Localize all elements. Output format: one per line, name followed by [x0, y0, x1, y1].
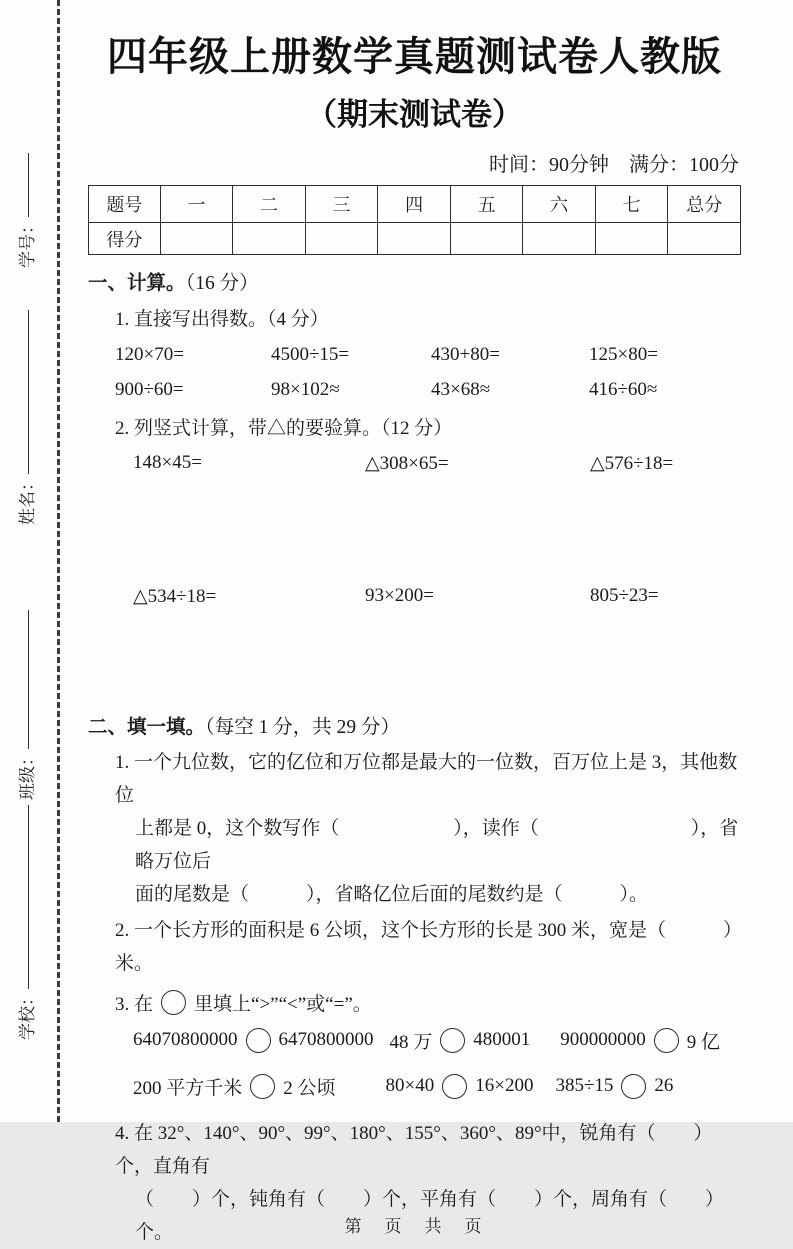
- class-field: [17, 610, 39, 800]
- score-header-cell: 一: [160, 186, 233, 223]
- score-header-cell: 题号: [89, 186, 161, 223]
- equation: 125×80=: [589, 344, 658, 365]
- section2-title-points: （每空 1 分，共 29 分）: [205, 717, 401, 738]
- question3-title-pre: 3. 在: [115, 993, 154, 1015]
- comparison-item: [133, 1028, 374, 1053]
- vertical-calc-row-1: [133, 452, 741, 475]
- equation: 148×45=: [133, 452, 202, 473]
- section1-item2-title: 2. 列竖式计算，带△的要验算。（12 分）: [115, 418, 453, 439]
- section1-title-bold: 一、计算。: [88, 273, 186, 294]
- equation: 805÷23=: [590, 585, 659, 606]
- cut-dashed-line: [57, 0, 60, 1122]
- score-empty-cell: [378, 223, 451, 255]
- score-empty-cell: [668, 223, 741, 255]
- equation: △576÷18=: [590, 453, 674, 474]
- comparison-right: 2 公顷: [283, 1077, 336, 1099]
- score-table-score-row: [89, 223, 741, 255]
- equation: △308×65=: [365, 453, 449, 474]
- question2-line: 2. 一个长方形的面积是 6 公顷，这个长方形的长是 300 米，宽是（ ）米。: [115, 920, 733, 974]
- score-header-cell: 三: [305, 186, 378, 223]
- comparison-left: 900000000: [560, 1029, 646, 1050]
- compare-circle-icon: [654, 1028, 679, 1053]
- paper-title: 四年级上册数学真题测试卷人教版: [107, 35, 722, 79]
- comparison-item: [386, 1074, 534, 1099]
- question1-line-1: 1. 一个九位数，它的亿位和万位都是最大的一位数，百万位上是 3，其他数位: [115, 752, 738, 806]
- score-table-header-row: [89, 186, 741, 223]
- question4-line-2: （ ）个，钝角有（ ）个，平角有（ ）个，周角有（ ）个。: [135, 1189, 725, 1243]
- score-empty-cell: [595, 223, 668, 255]
- student-id-blank-line: [27, 153, 29, 217]
- score-header-cell: 七: [595, 186, 668, 223]
- score-header-cell: 五: [450, 186, 523, 223]
- section1-title-points: （16 分）: [185, 273, 259, 294]
- comparison-left: 385÷15: [555, 1075, 614, 1096]
- score-empty-cell: [233, 223, 306, 255]
- comparison-left: 200 平方千米: [133, 1077, 243, 1099]
- compare-circle-icon: [161, 990, 186, 1015]
- score-empty-cell: [305, 223, 378, 255]
- student-id-label: 学号：: [18, 217, 37, 268]
- vertical-calc-row-2: [133, 585, 741, 608]
- comparison-right: 6470800000: [278, 1029, 374, 1050]
- section1-title: [88, 267, 741, 295]
- question3-title: [115, 984, 741, 1020]
- comparison-right: 9 亿: [686, 1031, 721, 1053]
- student-id-field: [17, 153, 39, 268]
- comparison-right: 16×200: [475, 1075, 534, 1096]
- direct-calc-row-1: [115, 344, 741, 366]
- score-header-cell: 四: [378, 186, 451, 223]
- school-label: 学校：: [18, 989, 37, 1040]
- paper-subtitle: （期末测试卷）: [306, 97, 523, 132]
- comparison-item: [390, 1027, 531, 1054]
- comparison-left: 48 万: [389, 1031, 433, 1053]
- comparison-right: 26: [654, 1075, 674, 1096]
- student-name-blank-line: [27, 310, 29, 474]
- score-empty-cell: [160, 223, 233, 255]
- equation: 93×200=: [365, 585, 434, 606]
- equation: 416÷60≈: [589, 379, 658, 400]
- score-table: [88, 185, 741, 255]
- score-empty-cell: [523, 223, 596, 255]
- score-header-cell: 二: [233, 186, 306, 223]
- comparison-left: 64070800000: [133, 1029, 238, 1050]
- section2-title-bold: 二、填一填。: [88, 717, 206, 738]
- comparison-row-2: [133, 1068, 741, 1104]
- compare-circle-icon: [621, 1074, 646, 1099]
- score-row-label: 得分: [89, 223, 161, 255]
- page-footer: 第 页 共 页: [344, 1217, 485, 1236]
- compare-circle-icon: [440, 1028, 465, 1053]
- school-blank-line: [27, 805, 29, 989]
- question1-line-3: 面的尾数是（ ），省略亿位后面的尾数约是（ ）。: [135, 884, 649, 905]
- compare-circle-icon: [442, 1074, 467, 1099]
- direct-calc-row-2: [115, 379, 741, 401]
- school-field: [17, 805, 39, 1040]
- class-blank-line: [27, 610, 29, 749]
- student-name-field: [17, 310, 39, 525]
- question1-line-2: 上都是 0，这个数写作（ ），读作（ ），省略万位后: [135, 818, 739, 872]
- equation: 120×70=: [115, 344, 184, 365]
- class-label: 班级：: [18, 749, 37, 800]
- score-header-cell: 六: [523, 186, 596, 223]
- time-and-score-info: 时间：90分钟 满分：100分: [489, 154, 739, 176]
- equation: △534÷18=: [133, 586, 217, 607]
- equation: 4500÷15=: [271, 344, 350, 365]
- paper-body: [88, 0, 741, 1249]
- compare-circle-icon: [250, 1074, 275, 1099]
- question4-line-1: 4. 在 32°、140°、90°、99°、180°、155°、360°、89°中，锐角有（ ）个，直角有: [115, 1123, 713, 1177]
- student-name-label: 姓名：: [18, 474, 37, 525]
- comparison-item: [560, 1027, 720, 1054]
- comparison-item: [133, 1073, 336, 1100]
- comparison-row-1: [133, 1022, 741, 1058]
- equation: 900÷60=: [115, 379, 184, 400]
- equation: 43×68≈: [431, 379, 491, 400]
- question3-title-post: 里填上“>”“<”或“=”。: [194, 993, 372, 1015]
- comparison-right: 480001: [473, 1029, 531, 1050]
- compare-circle-icon: [246, 1028, 271, 1053]
- score-empty-cell: [450, 223, 523, 255]
- comparison-item: [555, 1074, 673, 1099]
- score-header-cell: 总分: [668, 186, 741, 223]
- comparison-left: 80×40: [385, 1075, 435, 1096]
- section2-title: [88, 711, 741, 739]
- equation: 98×102≈: [271, 379, 340, 400]
- equation: 430+80=: [431, 344, 500, 365]
- section1-item1-title: 1. 直接写出得数。（4 分）: [115, 309, 329, 330]
